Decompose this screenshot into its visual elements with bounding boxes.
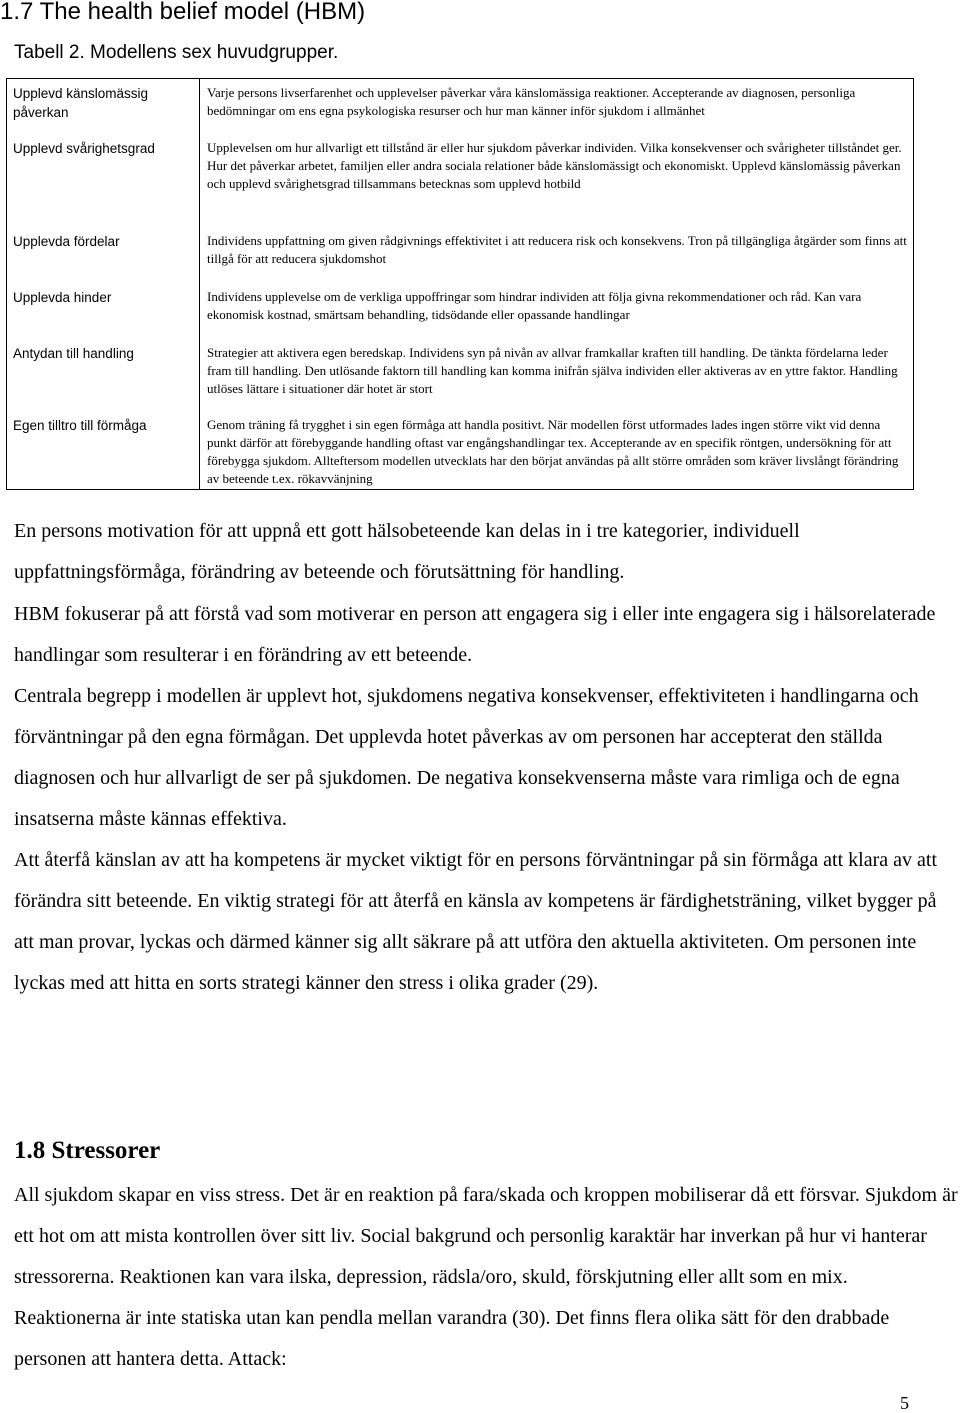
body-paragraph: Att återfå känslan av att ha kompetens är mycket viktigt för en persons förväntningar på sin förmåga att klara av att förändra sitt beteende. En viktig strategi för att återfå en känsla av kompetens är färdighetsträning, vilket bygger på att man provar, lyckas och därmed känner sig allt säkrare på att utföra den aktuella aktiviteten. Om personen inte lyckas med att hitta en sorts strategi känner den stress i olika grader (29). [14, 849, 938, 994]
table-row-label: Upplevd svårighetsgrad [13, 141, 155, 156]
table-row-label: Upplevd känslomässig påverkan [13, 86, 149, 120]
body-paragraph: En persons motivation för att uppnå ett gott hälsobeteende kan delas in i tre kategorier, individuell uppfattningsförmåga, förändring av beteende och förutsättning för handling. [14, 520, 800, 583]
table-row-text: Individens uppfattning om given rådgivnings effektivitet i att reducera risk och konsekvens. Tron på tillgängliga åtgärder som finns att tillgå för att reducera sjukdomshot [207, 233, 907, 266]
table-row-text: Strategier att aktivera egen beredskap. Individens syn på nivån av allvar framkallar kraften till handling. De tänkta fördelarna leder fram till handling. Den utlösande faktorn till handling kan komma inifrån själva individen eller aktiveras av en yttre faktor. Handling utlöses lättare i situationer där hotet är stort [207, 345, 898, 396]
table-row-label: Antydan till handling [13, 346, 134, 361]
table-row-label: Upplevda hinder [13, 290, 112, 305]
table-caption: Tabell 2. Modellens sex huvudgrupper. [14, 42, 339, 63]
body-paragraph: Centrala begrepp i modellen är upplevt hot, sjukdomens negativa konsekvenser, effektiviteten i handlingarna och förväntningar på den egna förmågan. Det upplevda hotet påverkas av om personen har accepterat den ställda diagnosen och hur allvarligt de ser på sjukdomen. De negativa konsekvenserna måste vara rimliga och de egna insatserna måste kännas effektiva. [14, 685, 919, 830]
section-paragraph: All sjukdom skapar en viss stress. Det är en reaktion på fara/skada och kroppen mobiliserar då ett försvar. Sjukdom är ett hot om att mista kontrollen över sitt liv. Social bakgrund och personlig karaktär har inverkan på hur vi hanterar stressorerna. Reaktionen kan vara ilska, depression, rädsla/oro, skuld, förskjutning eller allt som en mix. Reaktionerna är inte statiska utan kan pendla mellan varandra (30). Det finns flera olika sätt för den drabbade personen att hantera detta. Attack: [14, 1184, 958, 1370]
table-row-text: Individens upplevelse om de verkliga uppoffringar som hindrar individen att följa givna rekommendationer och råd. Kan vara ekonomisk kostnad, smärtsam behandling, tidsödande eller opassande handlingar [207, 289, 862, 322]
table-row-text: Upplevelsen om hur allvarligt ett tillstånd är eller hur sjukdom påverkar individen. Vilka konsekvenser och svårigheter tillståndet ger. Hur det påverkar arbetet, familjen eller andra sociala relationer både känslomässigt och ekonomiskt. Upplevd känslomässig påverkan och upplevd svårighetsgrad tillsammans betecknas som upplevd hotbild [207, 140, 902, 191]
page-number: 5 [900, 1393, 909, 1413]
page-title: 1.7 The health belief model (HBM) [0, 0, 366, 25]
body-paragraph: HBM fokuserar på att förstå vad som motiverar en person att engagera sig i eller inte engagera sig i hälsorelaterade handlingar som resulterar i en förändring av ett beteende. [14, 603, 936, 666]
table-row-text: Genom träning få trygghet i sin egen förmåga att handla positivt. När modellen först utformades lades ingen större vikt vid denna punkt därför att förebyggande handling oftast var engångshandlingar tex. Accepterande av en specifik röntgen, undersökning för att förebygga sjukdom. Allteftersom modellen utvecklats har den börjat användas på allt större områden som kräver livslångt förändring av beteende t.ex. rökavvänjning [207, 417, 899, 486]
hbm-table [6, 78, 914, 490]
table-row-label: Upplevda fördelar [13, 234, 120, 249]
table-column-divider [199, 79, 200, 489]
section-heading: 1.8 Stressorer [14, 1137, 161, 1164]
table-row-label: Egen tilltro till förmåga [13, 418, 147, 433]
table-row-text: Varje persons livserfarenhet och upplevelser påverkar våra känslomässiga reaktioner. Accepterande av diagnosen, personliga bedömningar om ens egna psykologiska resurser och hur man känner inför sjukdom i allmänhet [207, 85, 856, 118]
